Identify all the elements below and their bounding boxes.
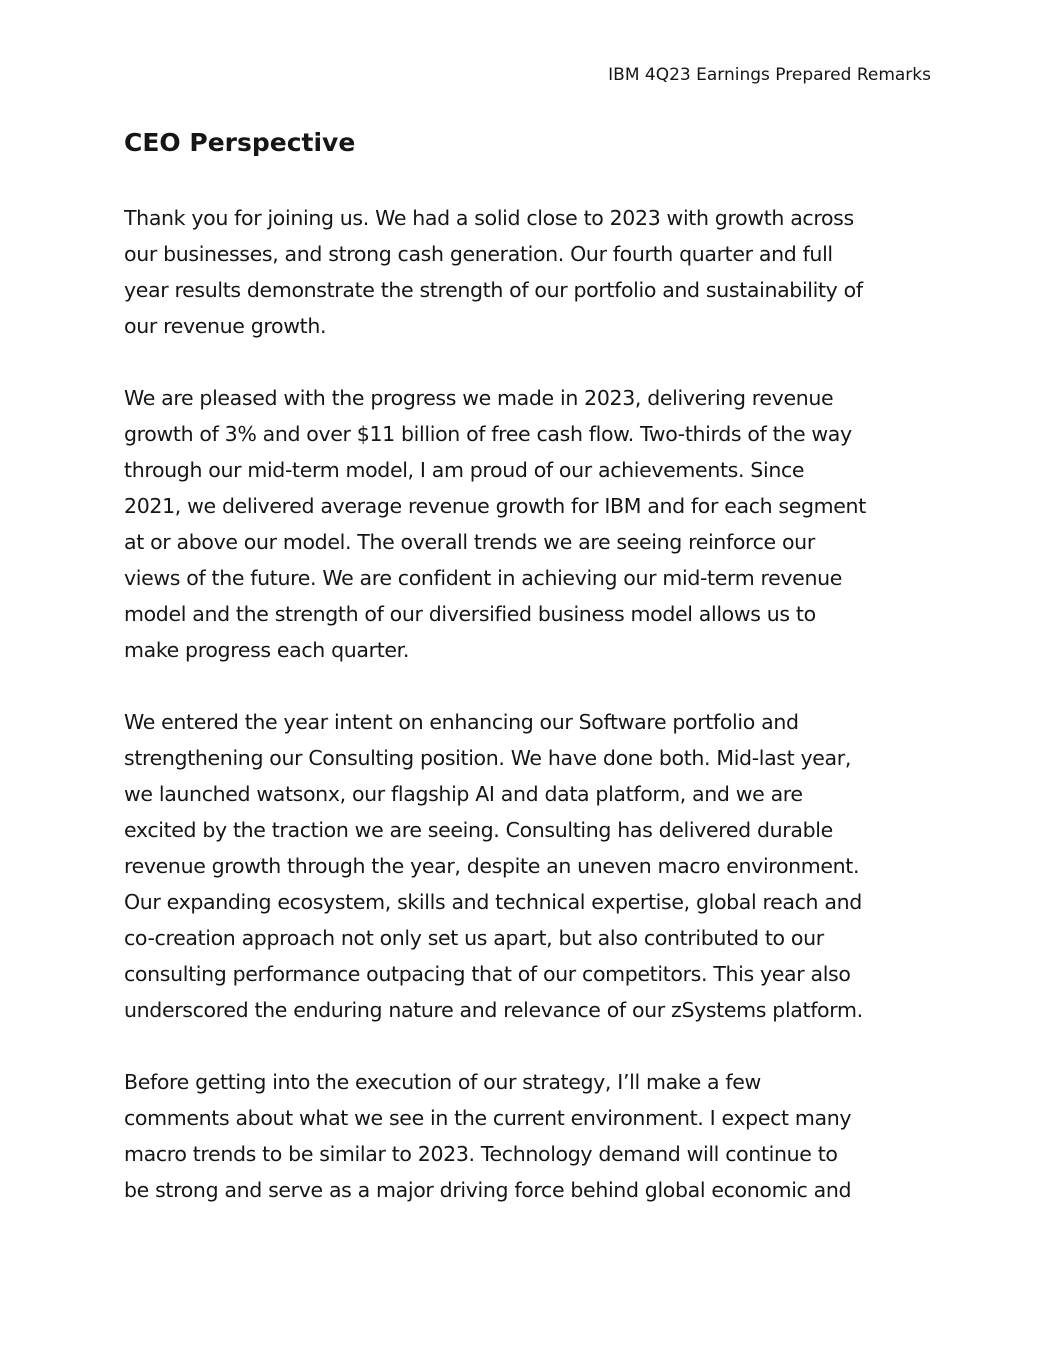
paragraph-line: make progress each quarter. bbox=[124, 638, 410, 662]
paragraph-line: we launched watsonx, our flagship AI and data platform, and we are bbox=[124, 782, 803, 806]
paragraph-4 bbox=[124, 1064, 934, 1208]
section-title: CEO Perspective bbox=[124, 128, 356, 157]
paragraph-line: Thank you for joining us. We had a solid close to 2023 with growth across bbox=[124, 206, 854, 230]
paragraph-line: be strong and serve as a major driving force behind global economic and bbox=[124, 1178, 852, 1202]
paragraph-line: year results demonstrate the strength of our portfolio and sustainability of bbox=[124, 278, 863, 302]
body-text bbox=[124, 200, 934, 1244]
paragraph-1 bbox=[124, 200, 934, 344]
paragraph-line: underscored the enduring nature and relevance of our zSystems platform. bbox=[124, 998, 863, 1022]
paragraph-3 bbox=[124, 704, 934, 1028]
paragraph-line: model and the strength of our diversified business model allows us to bbox=[124, 602, 816, 626]
paragraph-line: 2021, we delivered average revenue growth for IBM and for each segment bbox=[124, 494, 866, 518]
paragraph-2 bbox=[124, 380, 934, 668]
paragraph-line: co-creation approach not only set us apart, but also contributed to our bbox=[124, 926, 824, 950]
paragraph-line: consulting performance outpacing that of our competitors. This year also bbox=[124, 962, 851, 986]
paragraph-line: macro trends to be similar to 2023. Technology demand will continue to bbox=[124, 1142, 838, 1166]
paragraph-line: growth of 3% and over $11 billion of free cash flow. Two-thirds of the way bbox=[124, 422, 852, 446]
paragraph-line: We entered the year intent on enhancing our Software portfolio and bbox=[124, 710, 799, 734]
paragraph-line: revenue growth through the year, despite an uneven macro environment. bbox=[124, 854, 860, 878]
paragraph-line: strengthening our Consulting position. We have done both. Mid-last year, bbox=[124, 746, 851, 770]
paragraph-line: Before getting into the execution of our strategy, I’ll make a few bbox=[124, 1070, 761, 1094]
paragraph-line: through our mid-term model, I am proud of our achievements. Since bbox=[124, 458, 805, 482]
paragraph-line: our revenue growth. bbox=[124, 314, 327, 338]
running-header: IBM 4Q23 Earnings Prepared Remarks bbox=[608, 65, 931, 85]
paragraph-line: comments about what we see in the current environment. I expect many bbox=[124, 1106, 852, 1130]
paragraph-line: excited by the traction we are seeing. Consulting has delivered durable bbox=[124, 818, 833, 842]
paragraph-line: at or above our model. The overall trends we are seeing reinforce our bbox=[124, 530, 815, 554]
paragraph-line: We are pleased with the progress we made in 2023, delivering revenue bbox=[124, 386, 834, 410]
paragraph-line: our businesses, and strong cash generation. Our fourth quarter and full bbox=[124, 242, 833, 266]
paragraph-line: views of the future. We are confident in achieving our mid-term revenue bbox=[124, 566, 842, 590]
paragraph-line: Our expanding ecosystem, skills and technical expertise, global reach and bbox=[124, 890, 862, 914]
